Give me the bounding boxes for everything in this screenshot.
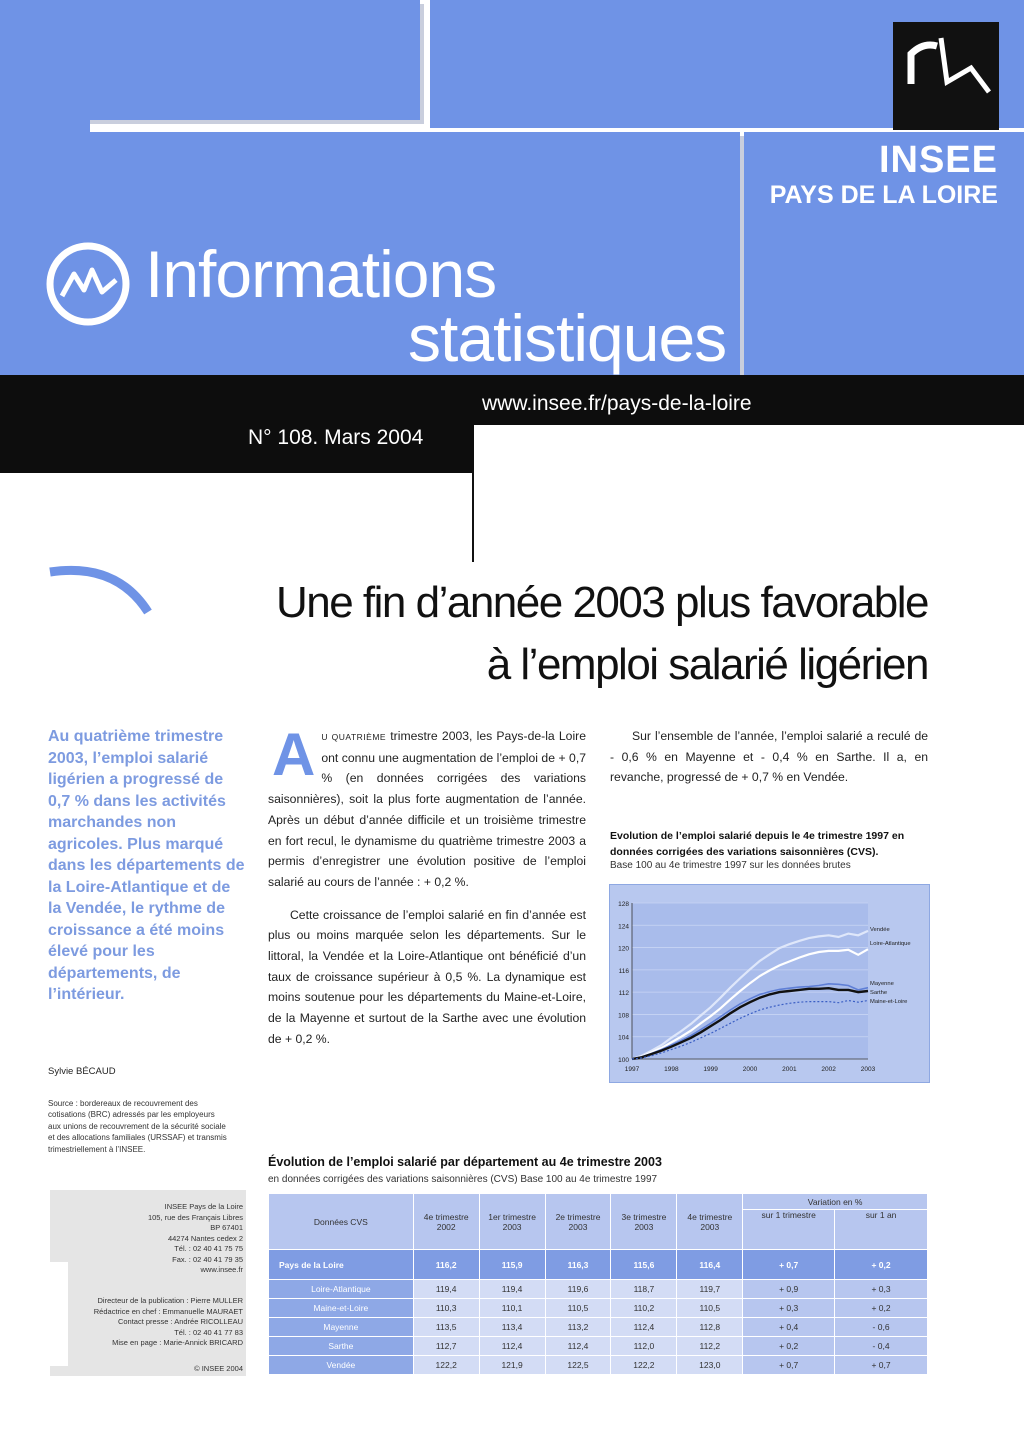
legend-label: Vendée <box>870 927 890 933</box>
row-label: Sarthe <box>269 1337 414 1356</box>
insee-logo <box>893 22 999 130</box>
value-cell: 113,4 <box>479 1318 545 1337</box>
value-cell: 119,4 <box>413 1280 479 1299</box>
value-cell: 119,4 <box>479 1280 545 1299</box>
author: Sylvie BÉCAUD <box>48 1066 116 1077</box>
insee-logo-mark-icon <box>893 22 999 130</box>
y-tick-label: 104 <box>618 1034 629 1042</box>
lede: Au quatrième trimestre 2003, l’emploi salarié ligérien a progressé de 0,7 % dans les activités marchandes non agricoles. Plus marqué dans les départements de la Loire-Atlantique et de la Vendée, le rythme de croissance a été moins élevé pour les départements, de l’intérieur. <box>48 728 245 1003</box>
table-row <box>269 1280 928 1299</box>
headline-arc-icon <box>46 560 156 620</box>
variation-cell: + 0,2 <box>835 1250 928 1280</box>
table-row <box>269 1299 928 1318</box>
period-quarter: 3e trimestre <box>621 1211 667 1222</box>
insee-name: INSEE <box>878 139 998 181</box>
body-paragraph-3: Sur l’ensemble de l’année, l’emploi salarié a reculé de - 0,6 % en Mayenne et - 0,4 % en Sarthe. Il a, en revanche, progressé de + 0,7 % en Vendée. <box>610 729 928 785</box>
period-quarter: 1er trimestre <box>488 1211 536 1222</box>
row-label: Pays de la Loire <box>269 1250 414 1280</box>
body-paragraph-2: Cette croissance de l’emploi salarié en fin d’année est plus ou moins marquée selon les départements. Sur le littoral, la Vendée et la Loire-Atlantique ont bénéficié d’un taux de croissance supérieur à 0,5 %. La dynamique est moins soutenue pour les départements du Maine-et-Loire, de la Mayenne et surtout de la Sarthe avec une évolution de + 0,2 %. <box>268 907 586 1046</box>
col-header-var-trimestre: sur 1 trimestre <box>743 1210 835 1250</box>
value-cell: 122,5 <box>545 1356 611 1375</box>
headline <box>168 572 928 696</box>
y-tick-label: 120 <box>618 945 629 953</box>
publication-title-line1: Informations <box>145 237 497 311</box>
value-cell: 113,5 <box>413 1318 479 1337</box>
header-block-top <box>0 0 420 120</box>
x-tick-label: 1997 <box>624 1066 640 1073</box>
value-cell: 110,5 <box>545 1299 611 1318</box>
staff-line: Contact presse : Andrée RICOLLEAU <box>117 1317 243 1326</box>
period-year: 2003 <box>700 1221 720 1232</box>
value-cell: 112,4 <box>479 1337 545 1356</box>
value-cell: 112,8 <box>677 1318 743 1337</box>
informations-statistiques-logo-icon <box>44 240 132 328</box>
insee-region-label <box>770 140 998 210</box>
value-cell: 110,5 <box>677 1299 743 1318</box>
col-header-var-an: sur 1 an <box>835 1210 928 1250</box>
body-paragraph-1 <box>268 721 586 893</box>
value-cell: 112,4 <box>545 1337 611 1356</box>
paragraph-text: trimestre 2003, les Pays-de-la Loire ont connu une augmentation de l’emploi de + 0,7 % (en données corrigées des variations saisonnières), soit la plus forte augmentation de l’année. Après un début d’année difficile et un troisième trimestre en fort recul, le dynamisme du quatrième trimestre 2003 a permis d’enregistrer une évolution positive de l’emploi salarié au cours de l’année : + 0,2 %. <box>268 729 586 889</box>
value-cell: 121,9 <box>479 1356 545 1375</box>
variation-cell: + 0,3 <box>743 1299 835 1318</box>
x-tick-label: 2001 <box>782 1066 797 1073</box>
address-line: 105, rue des Français Libres <box>147 1212 243 1222</box>
period-year: 2003 <box>634 1221 654 1232</box>
row-label: Vendée <box>269 1356 414 1375</box>
smallcaps-lead: U QUATRIÈME <box>321 732 387 742</box>
variation-cell: + 0,7 <box>743 1356 835 1375</box>
row-label: Mayenne <box>269 1318 414 1337</box>
value-cell: 115,6 <box>611 1250 677 1280</box>
value-cell: 119,6 <box>545 1280 611 1299</box>
value-cell: 116,2 <box>413 1250 479 1280</box>
divider-line <box>472 470 474 562</box>
headline-line1: Une fin d’année 2003 plus favorable <box>275 578 928 627</box>
y-tick-label: 128 <box>618 901 629 908</box>
row-label: Loire-Atlantique <box>269 1280 414 1299</box>
body-column-1 <box>268 721 586 1062</box>
row-label: Maine-et-Loire <box>269 1299 414 1318</box>
col-header-period <box>545 1194 611 1250</box>
body-column-2 <box>610 726 928 788</box>
publication-title-line2: statistiques <box>408 301 727 375</box>
variation-cell: + 0,7 <box>835 1356 928 1375</box>
legend-label: Maine-et-Loire <box>870 999 908 1005</box>
x-tick-label: 1999 <box>703 1066 718 1073</box>
source-note: Source : bordereaux de recouvrement des cotisations (BRC) adressés par les employeurs aux unions de recouvrement de la sécurité sociale et des allocations familiales (URSSAF) et transmis trimestriellement à l’INSEE. <box>48 1099 227 1154</box>
headline-line2: à l’emploi salarié ligérien <box>486 640 928 689</box>
col-header-variation: Variation en % <box>743 1194 928 1210</box>
staff-line: Directeur de la publication : Pierre MULLER <box>97 1296 243 1305</box>
dropcap: A <box>272 721 316 788</box>
region-name: PAYS DE LA LOIRE <box>769 181 998 209</box>
x-tick-label: 1998 <box>664 1066 679 1073</box>
staff-line: Mise en page : Marie-Annick BRICARD <box>112 1338 243 1347</box>
value-cell: 118,7 <box>611 1280 677 1299</box>
x-tick-label: 2002 <box>821 1066 836 1073</box>
col-header-period <box>611 1194 677 1250</box>
employment-table <box>268 1193 928 1375</box>
value-cell: 112,2 <box>677 1337 743 1356</box>
colophon-address <box>63 1202 243 1276</box>
value-cell: 110,3 <box>413 1299 479 1318</box>
address-line: 44274 Nantes cedex 2 <box>167 1233 243 1243</box>
website-link[interactable]: www.insee.fr/pays-de-la-loire <box>482 392 752 415</box>
legend-label: Sarthe <box>870 990 888 996</box>
table-body <box>269 1250 928 1375</box>
table-row-total <box>269 1250 928 1280</box>
table-row <box>269 1337 928 1356</box>
period-quarter: 4e trimestre <box>687 1211 733 1222</box>
address-line: Fax. : 02 40 41 79 35 <box>172 1254 243 1264</box>
table-subtitle: en données corrigées des variations saisonnières (CVS) Base 100 au 4e trimestre 1997 <box>268 1174 658 1185</box>
legend-label: Loire-Atlantique <box>870 941 911 947</box>
variation-cell: + 0,9 <box>743 1280 835 1299</box>
staff-line: Tél. : 02 40 41 77 83 <box>174 1327 243 1337</box>
value-cell: 110,2 <box>611 1299 677 1318</box>
value-cell: 115,9 <box>479 1250 545 1280</box>
variation-cell: + 0,7 <box>743 1250 835 1280</box>
variation-cell: + 0,2 <box>835 1299 928 1318</box>
value-cell: 110,1 <box>479 1299 545 1318</box>
variation-cell: + 0,4 <box>743 1318 835 1337</box>
y-tick-label: 112 <box>618 990 629 998</box>
col-header-period <box>413 1194 479 1250</box>
value-cell: 112,7 <box>413 1337 479 1356</box>
value-cell: 116,3 <box>545 1250 611 1280</box>
value-cell: 112,4 <box>611 1318 677 1337</box>
col-header-donnees: Données CVS <box>269 1194 414 1250</box>
plot-area <box>632 903 868 1059</box>
y-tick-label: 116 <box>618 967 629 975</box>
y-tick-label: 124 <box>618 923 629 931</box>
col-header-period <box>677 1194 743 1250</box>
chart-title: Evolution de l’emploi salarié depuis le 4e trimestre 1997 en données corrigées des variations saisonnières (CVS). <box>610 830 905 858</box>
value-cell: 122,2 <box>611 1356 677 1375</box>
legend-label: Mayenne <box>870 981 894 987</box>
line-chart <box>610 885 929 1082</box>
table-row <box>269 1356 928 1375</box>
variation-cell: - 0,4 <box>835 1337 928 1356</box>
colophon-staff <box>53 1296 243 1349</box>
value-cell: 113,2 <box>545 1318 611 1337</box>
value-cell: 116,4 <box>677 1250 743 1280</box>
table-title-text: Évolution de l’emploi salarié par département au 4e trimestre 2003 <box>268 1155 662 1169</box>
value-cell: 119,7 <box>677 1280 743 1299</box>
x-tick-label: 2000 <box>742 1066 758 1073</box>
variation-cell: + 0,2 <box>743 1337 835 1356</box>
address-line: BP 67401 <box>210 1223 243 1232</box>
issue-number: N° 108. Mars 2004 <box>248 426 424 449</box>
x-tick-label: 2003 <box>860 1066 876 1073</box>
y-tick-label: 100 <box>618 1057 629 1064</box>
staff-line: Rédactrice en chef : Emmanuelle MAURAET <box>93 1306 243 1316</box>
variation-cell: + 0,3 <box>835 1280 928 1299</box>
period-year: 2003 <box>568 1221 588 1232</box>
copyright: © INSEE 2004 <box>194 1364 243 1373</box>
chart-subtitle: Base 100 au 4e trimestre 1997 sur les données brutes <box>610 860 851 871</box>
address-line: Tél. : 02 40 41 75 75 <box>174 1244 243 1253</box>
period-quarter: 2e trimestre <box>555 1211 601 1222</box>
period-year: 2003 <box>502 1221 522 1232</box>
table-title <box>268 1155 662 1169</box>
address-line[interactable]: www.insee.fr <box>200 1265 243 1274</box>
colophon <box>50 1190 246 1376</box>
period-quarter: 4e trimestre <box>423 1211 469 1222</box>
chart-panel <box>609 884 930 1083</box>
address-line: INSEE Pays de la Loire <box>164 1202 243 1211</box>
table-row <box>269 1318 928 1337</box>
period-year: 2002 <box>436 1221 456 1232</box>
value-cell: 122,2 <box>413 1356 479 1375</box>
value-cell: 112,0 <box>611 1337 677 1356</box>
y-tick-label: 108 <box>618 1012 629 1020</box>
col-header-period <box>479 1194 545 1250</box>
variation-cell: - 0,6 <box>835 1318 928 1337</box>
value-cell: 123,0 <box>677 1356 743 1375</box>
